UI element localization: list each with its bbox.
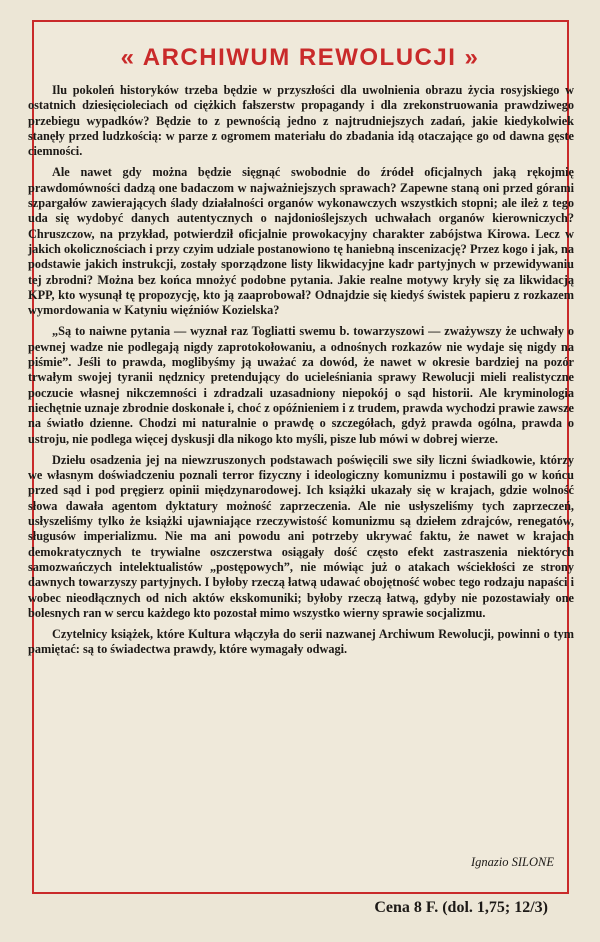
paragraph-4: Dziełu osadzenia jej na niewzruszonych podstawach poświęcili swe siły liczni świadkowie, którzy we własnym doświadczeniu poznali terror fizyczny i ideologiczny komunizmu i postawili go w końcu przed sąd i pod pręgierz opinii międzynarodowej. Ich książki ukazały się w krajach, gdzie wolność słowa dawała agentom dyktatury możność zaprzeczenia. Ale nie usłyszeliśmy tych zaprzeczeń, usłyszeliśmy tylko że książki ujawniające rzeczywistość komunizmu są dziełem zdrajców, renegatów, sługusów imperializmu. Nie ma ani powodu ani potrzeby ukrywać faktu, że nawet w krajach demokratycznych te trywialne oszczerstwa osiągały dość często efekt zastraszenia niektórych samozwańczych intelektualistów „postępowych”, nie mówiąc już o atakach wściekłości ze strony dawnych towarzyszy partyjnych. I byłoby rzeczą łatwą udawać obojętność wobec tego rodzaju napaści i wobec nieodłącznych od nich aktów ekskomuniki; byłoby rzeczą łatwą, gdyby nie pozostawiały one bolesnych ran w sercu każdego kto pozostał mimo wszystko wierny sprawie socjalizmu.: [28, 452, 574, 620]
paragraph-5: Czytelnicy książek, które Kultura włączyła do serii nazwanej Archiwum Rewolucji, powinni o tym pamiętać: są to świadectwa prawdy, które wymagały odwagi.: [28, 627, 574, 657]
price-label: Cena 8 F. (dol. 1,75; 12/3): [374, 899, 548, 916]
author-signature: Ignazio SILONE: [471, 855, 554, 869]
body-text: [28, 83, 574, 664]
paragraph-1: Ilu pokoleń historyków trzeba będzie w przyszłości dla uwolnienia obrazu życia rosyjskiego w ostatnich dziesięcioleciach od ciężkich fałszerstw propagandy i dla zrekonstruowania prawdziwego przebiegu wypadków? Będzie to z pewnością jedno z najtrudniejszych zadań, jakie kiedykolwiek stanęły przed ludzkością: w parze z ogromem materiału do zbadania idą otaczające go od dawna gęste ciemności.: [28, 83, 574, 159]
paragraph-3: „Są to naiwne pytania — wyznał raz Togliatti swemu b. towarzyszowi — zważywszy że uchwały o pewnej wadze nie podlegają nigdy zaprotokołowaniu, a odnośnych rozkazów nie wydaje się nigdy na piśmie”. Jeśli to prawda, moglibyśmy ją uważać za dowód, że nawet w okresie bardziej na pozór trwałym swojej tyranii nędznicy pretendujący do ucieleśniania sprawy Rewolucji mieli realistyczne poczucie własnej nikczemności i zdradzali uzasadniony niepokój o sąd historii. Ale kryminologia niechętnie uznaje zbrodnie doskonałe i, choć z opóźnieniem i z trudem, prawda wychodzi prawie zawsze na światło dzienne. Chodzi mi naturalnie o prawdę o szczegółach, gdyż prawda ogólna, prawda o ustroju, nie podlega więcej dyskusji dla nikogo kto myśli, pisze lub mówi w dobrej wierze.: [28, 324, 574, 446]
paragraph-2: Ale nawet gdy można będzie sięgnąć swobodnie do źródeł oficjalnych jaką rękojmię prawdomówności dadzą one badaczom w najważniejszych sprawach? Zapewne staną oni przed górami szpargałów zawierających ślady działalności organów wykonawczych wszystkich stopni; ale ileż z tego uda się wydobyć danych autentycznych o najdonioślejszych uchwałach organów kierowniczych? Chruszczow, na przykład, potwierdził oficjalnie prowokacyjny charakter zabójstwa Kirowa. Lecz w jakich okolicznościach i przy czyim udziale postanowiono tę haniebną inscenizację? Przez kogo i jak, na podstawie jakich instrukcji, zostały sporządzone listy likwidacyjne kadr partyjnych w przewidywaniu tej zbrodni? Można bez końca mnożyć podobne pytania. Jakie realne motywy kryły się za likwidacją KPP, kto wysunął tę propozycję, kto ją zaaprobował? Odnajdzie się kiedyś świstek papieru z rozkazem wymordowania w Katyniu więźniów Kozielska?: [28, 165, 574, 318]
page-title: « ARCHIWUM REWOLUCJI »: [120, 44, 480, 71]
